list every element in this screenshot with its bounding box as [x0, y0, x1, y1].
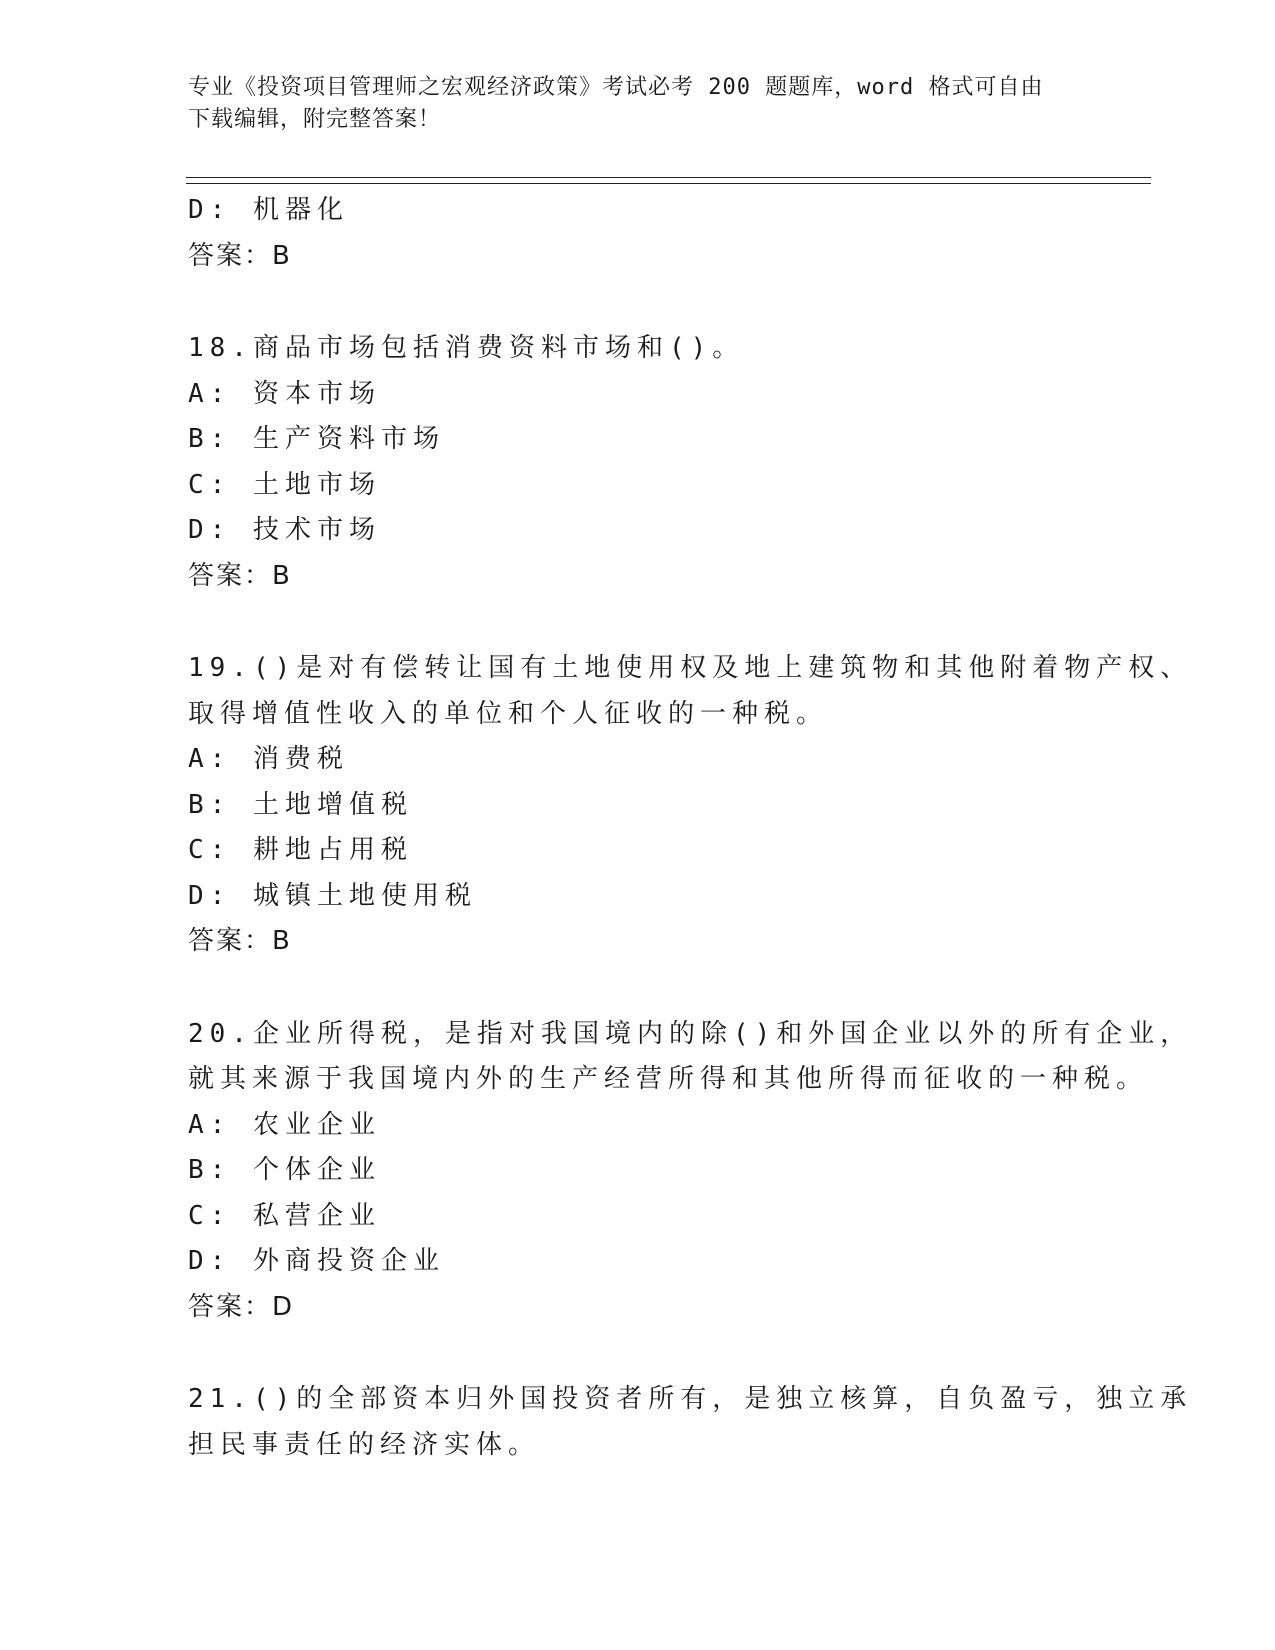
q19-stem-line-2: 取得增值性收入的单位和个人征收的一种税。 [188, 698, 829, 729]
q21-stem-line-1: 21.()的全部资本归外国投资者所有，是独立核算，自负盈亏，独立承 [188, 1384, 1193, 1414]
q19-option-a: A: 消费税 [188, 744, 349, 774]
q19-option-c: C: 耕地占用税 [188, 835, 413, 865]
header-line-1: 专业《投资项目管理师之宏观经济政策》考试必考 200 题题库，word 格式可自由 [188, 75, 1044, 100]
header-divider [186, 177, 1151, 184]
q21-stem-line-2: 担民事责任的经济实体。 [188, 1429, 541, 1460]
page-header [188, 72, 1088, 136]
q20-answer: 答案：D [188, 1291, 295, 1322]
q17-option-d: D: 机器化 [188, 195, 349, 225]
q19-option-b: B: 土地增值税 [188, 789, 413, 820]
question-17 [188, 188, 1138, 279]
question-18 [188, 326, 1138, 599]
q18-option-b: B: 生产资料市场 [188, 424, 445, 454]
q20-option-a: A: 农业企业 [188, 1109, 381, 1140]
q17-answer: 答案：B [188, 240, 292, 271]
q20-stem-line-2: 就其来源于我国境内外的生产经营所得和其他所得而征收的一种税。 [188, 1064, 1149, 1094]
q20-option-c: C: 私营企业 [188, 1200, 381, 1231]
question-19 [188, 646, 1193, 965]
q19-answer: 答案：B [188, 926, 292, 956]
q18-stem-line-1: 18.商品市场包括消费资料市场和()。 [188, 333, 745, 363]
q18-option-a: A: 资本市场 [188, 378, 381, 409]
q19-stem-line-1: 19.()是对有偿转让国有土地使用权及地上建筑物和其他附着物产权、 [188, 653, 1193, 683]
q18-option-c: C: 土地市场 [188, 469, 381, 500]
q19-option-d: D: 城镇土地使用税 [188, 880, 477, 911]
q20-option-b: B: 个体企业 [188, 1155, 381, 1185]
q18-answer: 答案：B [188, 560, 292, 591]
question-list [188, 188, 1193, 1468]
q20-stem-line-1: 20.企业所得税，是指对我国境内的除()和外国企业以外的所有企业， [188, 1018, 1193, 1049]
header-line-2: 下载编辑，附完整答案！ [188, 107, 442, 132]
question-21 [188, 1377, 1193, 1468]
q18-option-d: D: 技术市场 [188, 515, 381, 545]
question-20 [188, 1012, 1193, 1331]
q20-option-d: D: 外商投资企业 [188, 1246, 445, 1276]
